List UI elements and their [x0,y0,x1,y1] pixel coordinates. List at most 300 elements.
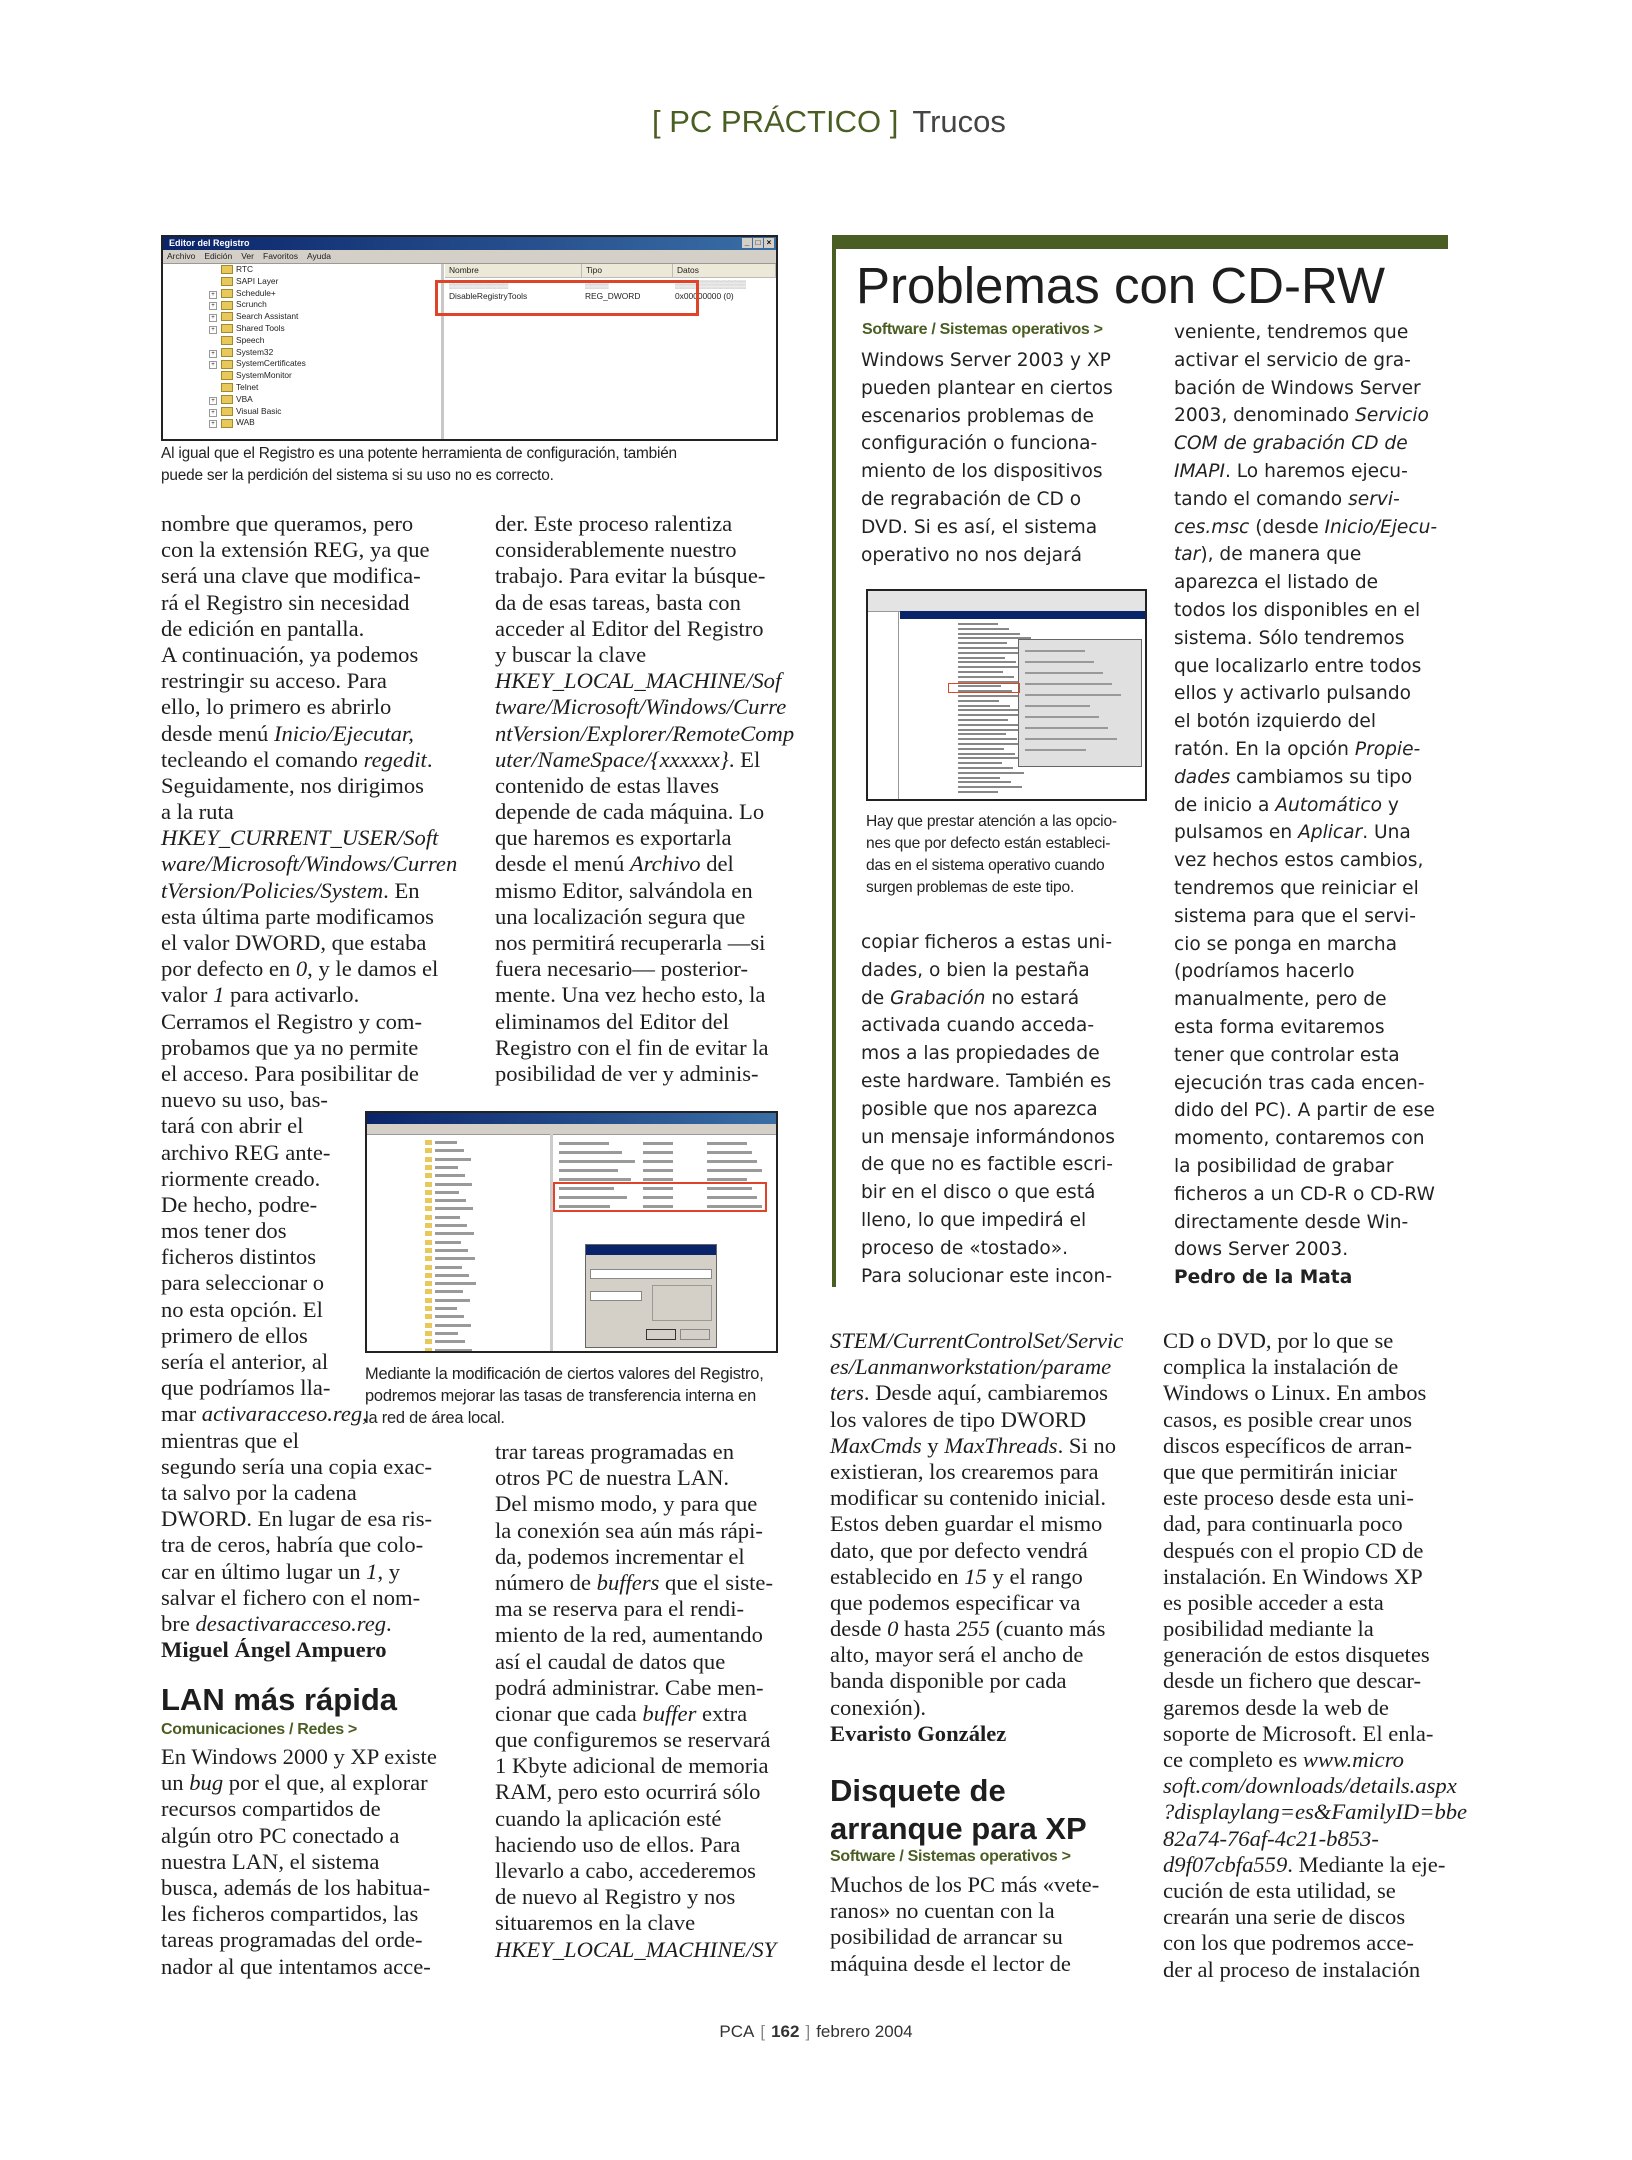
value-type [643,1142,673,1145]
folder-icon [221,419,233,428]
service-row [958,671,1003,673]
text-line: da, podemos incrementar el [495,1543,745,1569]
text-line: restringir su acceso. Para [161,668,387,694]
dialog-titlebar [586,1245,716,1255]
folder-icon [425,1215,432,1220]
text-line: es/Lanmanworkstation/parame [830,1354,1112,1380]
value-data-field [590,1291,642,1301]
folder-icon [221,360,233,369]
dialog-text [1025,727,1108,729]
folder-icon [221,336,233,345]
text-line: HKEY_CURRENT_USER/Soft [161,825,439,851]
text-line: el botón izquierdo del [1174,711,1376,733]
value-row-default: ▒▒▒▒▒▒▒▒▒▒ ▒▒▒▒ ▒▒▒▒▒▒▒▒▒▒▒▒ [449,279,747,289]
services-header [900,611,1145,619]
service-row [958,657,1005,659]
text-line: esta última parte modificamos [161,903,434,929]
tree-item: Speech [163,335,441,347]
folder-icon [425,1206,432,1211]
text-line: contenido de estas llaves [495,772,719,798]
text-line: Cerramos el Registro y com- [161,1008,423,1034]
text-line: ello, lo primero es abrirlo [161,694,392,720]
text-line: miento de la red, aumentando [495,1622,763,1648]
tree-item [435,1174,465,1177]
folder-icon [425,1348,432,1353]
text-line: valor 1 para activarlo. [161,982,360,1008]
text-line: ?displaylang=es&FamilyID=bbe [1163,1799,1468,1825]
text-line: este proceso desde esta uni- [1163,1485,1414,1511]
tree-item [435,1282,476,1285]
folder-icon [221,289,233,298]
pane-divider [898,611,899,799]
folder-icon [425,1306,432,1311]
window-titlebar [367,1113,776,1124]
text-line: momento, contaremos con [1174,1128,1425,1150]
page-number: 162 [771,2022,800,2041]
folder-icon [425,1182,432,1187]
menu-item: Ver [241,251,254,261]
text-line: Al igual que el Registro es una potente herramienta de configuración, también [161,445,677,462]
text-line: ma se reserva para el rendi- [495,1596,745,1622]
text-line: que podemos especificar va [830,1589,1081,1615]
service-row [958,647,1018,649]
text-line: miento de los dispositivos [861,461,1103,483]
close-icon: × [764,238,774,248]
text-line: haciendo uso de ellos. Para [495,1831,741,1857]
text-line: depende de cada máquina. Lo [495,799,765,825]
text-line: máquina desde el lector de [830,1950,1071,1976]
text-line: Registro con el fin de evitar la [495,1034,769,1060]
service-row [958,695,1023,697]
text-line: la conexión sea aún más rápi- [495,1517,763,1543]
text-line: ntVersion/Explorer/RemoteComp [495,720,795,746]
text-line: les ficheros compartidos, las [161,1901,419,1927]
issue-date: febrero 2004 [816,2022,913,2041]
text-line: a la ruta [161,799,234,825]
dialog-text [1025,683,1112,685]
registry-lanman-screenshot [365,1111,778,1353]
text-line: soft.com/downloads/details.aspx [1163,1773,1457,1799]
text-line: existieran, los crearemos para [830,1458,1099,1484]
text-line: operativo no nos dejará [861,544,1083,566]
text-line: posible que nos aparezca [861,1098,1098,1120]
expand-icon: + [209,326,217,334]
text-line: de que no es factible escri- [861,1154,1114,1176]
text-line: tVersion/Policies/System. En [161,877,420,903]
text-line: ta salvo por la cadena [161,1479,357,1505]
value-name: DisableRegistryTools [449,291,528,301]
text-line: desde menú Inicio/Ejecutar, [161,720,414,746]
dialog-text [1025,716,1099,718]
tree-item: Telnet [163,382,441,394]
value-data [707,1160,757,1163]
tree-item [435,1324,471,1327]
text-line: después con el propio CD de [1163,1537,1424,1563]
section-label: [ PC PRÁCTICO ] [652,104,899,139]
window-title: Editor del Registro [169,238,250,248]
article-column [495,511,794,1087]
article-column [830,1328,1123,1721]
folder-icon [221,265,233,274]
text-line: der al proceso de instalación [1163,1956,1421,1982]
text-line: ranos» no cuentan con la [830,1898,1055,1924]
text-line: 82a74-76af-4c21-b853- [1163,1825,1379,1851]
folder-icon [221,312,233,321]
text-line: crearán una serie de discos [1163,1904,1406,1930]
folder-icon [425,1240,432,1245]
folder-icon [425,1323,432,1328]
text-line: dad, para continuarla poco [1163,1511,1403,1537]
menu-item: Favoritos [263,251,298,261]
folder-icon [425,1165,432,1170]
text-line: tar), de manera que [1174,544,1362,566]
expand-icon: + [209,397,217,405]
text-line: Seguidamente, nos dirigimos [161,772,424,798]
text-line: que podríamos lla- [161,1375,331,1401]
value-name-field [590,1269,712,1279]
text-line: la posibilidad de grabar [1174,1155,1394,1177]
folder-icon [221,395,233,404]
folder-icon [425,1231,432,1236]
text-line: garemos desde la web de [1163,1694,1389,1720]
text-line: da de esas tareas, basta con [495,589,741,615]
folder-icon [221,348,233,357]
figure-caption [866,811,1117,899]
value-name [559,1142,609,1145]
menu-item: Edición [204,251,233,261]
text-line: configuración o funciona- [861,433,1098,455]
tree-item: + WAB [163,417,441,429]
text-line: Windows Server 2003 y XP [861,350,1111,371]
tree-item: + Schedule+ [163,288,441,300]
page-header [652,104,1006,140]
text-line: dades, o bien la pestaña [861,959,1090,981]
text-line: casos, es posible crear unos [1163,1406,1413,1432]
article-title: LAN más rápida [161,1682,398,1717]
folder-icon [221,277,233,286]
text-line: complica la instalación de [1163,1354,1399,1380]
text-line: Estos deben guardar el mismo [830,1511,1103,1537]
text-line: 2003, denominado Servicio [1174,405,1429,427]
text-line: un mensaje informándonos [861,1126,1115,1148]
text-line: RAM, pero esto ocurrirá sólo [495,1779,761,1805]
services-screenshot [866,589,1147,801]
toolbar [868,591,1145,612]
text-line: aparezca el listado de [1174,572,1379,594]
folder-icon [425,1289,432,1294]
text-line: banda disponible por cada [830,1668,1067,1694]
text-line: der. Este proceso ralentiza [495,511,733,536]
text-line: Muchos de los PC más «vete- [830,1872,1100,1897]
text-line: algún otro PC conectado a [161,1822,400,1848]
folder-icon [221,371,233,380]
tree-item: + Shared Tools [163,323,441,335]
article-topic: Comunicaciones / Redes > [161,1721,357,1738]
tree-item [435,1183,472,1186]
text-line: nombre que queramos, pero [161,511,414,536]
folder-icon [221,324,233,333]
folder-icon [425,1314,432,1319]
value-data: 0x00000000 (0) [675,291,734,301]
text-line: tener que controlar esta [1174,1044,1400,1066]
text-line: una localización segura que [495,903,746,929]
text-line: los valores de tipo DWORD [830,1406,1087,1432]
service-row [958,628,1009,630]
column-headers [445,264,776,278]
service-row [958,738,1017,740]
text-line: generación de estos disquetes [1163,1642,1430,1668]
text-line: nador al que intentamos acce- [161,1953,431,1979]
base-group [652,1285,712,1321]
text-line: tará con abrir el [161,1113,304,1139]
tree-item: + VBA [163,394,441,406]
value-data [707,1169,762,1172]
service-row [958,623,998,625]
text-line: Mediante la modificación de ciertos valores del Registro, [365,1365,764,1383]
tree-item [435,1249,468,1252]
tree-item [435,1191,459,1194]
text-line: tecleando el comando regedit. [161,746,433,772]
text-line: mientras que el [161,1427,300,1453]
text-line: activar el servicio de gra- [1174,349,1411,371]
text-line: mos tener dos [161,1218,287,1244]
value-name [559,1151,622,1154]
article-title-line: arranque para XP [830,1811,1087,1846]
folder-icon [425,1198,432,1203]
figure-caption [365,1363,764,1429]
tree-item: + Scrunch [163,299,441,311]
bracket: ] [805,2022,811,2041]
tree-item [435,1232,474,1235]
text-line: (podríamos hacerlo [1174,961,1355,983]
dialog-text [1025,661,1094,663]
text-line: fuera necesario— posterior- [495,956,748,982]
text-line: 1 Kbyte adicional de memoria [495,1753,769,1779]
service-row [958,700,999,702]
text-line: nes que por defecto están estableci- [866,835,1111,852]
text-line: ware/Microsoft/Windows/Curren [161,851,458,877]
expand-icon: + [209,361,217,369]
service-row [958,753,1015,755]
text-line: probamos que ya no permite [161,1034,419,1060]
magazine-name: PCA [719,2022,755,2041]
service-row [958,724,1019,726]
text-line: establecido en 15 y el rango [830,1563,1083,1589]
folder-icon [425,1140,432,1145]
text-line: posibilidad de arrancar su [830,1924,1063,1950]
screenshot-body [868,591,1145,799]
text-line: dades cambiamos su tipo [1174,766,1413,788]
article-column [161,511,457,1637]
folder-icon [221,383,233,392]
text-line: tendremos que reiniciar el [1174,877,1419,899]
article-topic: Software / Sistemas operativos > [830,1848,1071,1865]
text-line: número de buffers que el siste- [495,1569,773,1595]
text-line: tareas programadas del orde- [161,1927,423,1953]
service-row [958,772,1024,774]
text-line: nuevo su uso, bas- [161,1087,328,1113]
text-line: de edición en pantalla. [161,615,365,641]
tree-item [435,1315,464,1318]
text-line: este hardware. También es [861,1070,1112,1092]
text-line: IMAPI. Lo haremos ejecu- [1174,460,1408,482]
text-line: puede ser la perdición del sistema si su uso no es correcto. [161,467,554,484]
text-line: instalación. En Windows XP [1163,1563,1423,1589]
text-line: manualmente, pero de [1174,989,1387,1011]
service-row [958,709,1021,711]
text-line: car en último lugar un 1, y [161,1558,401,1584]
tree-item [435,1290,463,1293]
tree-item [435,1199,466,1202]
service-row [958,642,1007,644]
text-line: llevarlo a cabo, accederemos [495,1858,756,1883]
text-line: cionar que cada buffer extra [495,1700,748,1726]
tree-item [435,1158,471,1161]
text-line: situaremos en la clave [495,1910,696,1936]
text-line: que localizarlo entre todos [1174,655,1422,677]
folder-icon [425,1173,432,1178]
text-line: dows Server 2003. [1174,1239,1349,1261]
tree-item [435,1241,461,1244]
column-header-name: Nombre [445,264,582,277]
text-line: por defecto en 0, y le damos el [161,956,439,982]
text-line: de Grabación no estará [861,987,1080,1009]
text-line: así el caudal de datos que [495,1648,726,1674]
tree-item: + Search Assistant [163,311,441,323]
folder-icon [425,1281,432,1286]
folder-icon [425,1265,432,1270]
tree-item [435,1349,472,1352]
text-line: de regrabación de CD o [861,488,1082,510]
registry-tree [163,264,444,439]
text-line: trabajo. Para evitar la búsque- [495,563,766,589]
folder-icon [425,1256,432,1261]
menu-item: Ayuda [306,251,331,261]
pane-divider [550,1134,553,1351]
column-header-data: Datos [673,264,776,277]
text-line: A continuación, ya podemos [161,641,419,667]
text-line: desde un fichero que descar- [1163,1668,1421,1694]
registry-values-pane [445,264,776,439]
tree-item [435,1224,467,1227]
article-topic: Software / Sistemas operativos > [862,321,1103,338]
author-byline: Miguel Ángel Ampuero [161,1637,387,1662]
dialog-text [1025,705,1090,707]
menu-bar [163,250,776,264]
tree-item: SystemMonitor [163,370,441,382]
text-line: DWORD. En lugar de esa ris- [161,1506,433,1532]
text-line: cuando la aplicación esté [495,1805,722,1831]
text-line: soporte de Microsoft. El enla- [1163,1720,1434,1746]
text-line: recursos compartidos de [161,1796,381,1822]
text-line: nos permitirá recuperarla —si [495,930,766,955]
maximize-icon: □ [753,238,763,248]
expand-icon: + [209,409,217,417]
service-row [958,777,1000,779]
text-line: Windows o Linux. En ambos [1163,1380,1427,1406]
text-line: d9f07cbfa559. Mediante la eje- [1163,1851,1446,1877]
text-line: podremos mejorar las tasas de transferencia interna en [365,1387,756,1405]
text-line: copiar ficheros a estas uni- [861,932,1113,953]
service-row [958,791,998,793]
author-byline: Pedro de la Mata [1174,1267,1353,1288]
service-row [958,762,1002,764]
text-line: mos a las propiedades de [861,1043,1100,1065]
window-titlebar [163,237,776,250]
text-line: bir en el disco o que está [861,1182,1096,1204]
text-line: no esta opción. El [161,1296,323,1322]
text-line: y buscar la clave [495,641,647,667]
text-line: surgen problemas de este tipo. [866,879,1075,896]
text-line: COM de grabación CD de [1174,433,1408,455]
text-line: segundo sería una copia exac- [161,1453,433,1479]
service-row [958,676,1014,678]
text-line: bre desactivaracceso.reg. [161,1610,392,1636]
text-line: nuestra LAN, el sistema [161,1848,380,1874]
text-line: rá el Registro sin necesidad [161,589,410,615]
text-line: desde 0 hasta 255 (cuanto más [830,1616,1106,1642]
screenshot-body [367,1134,776,1351]
text-line: desde el menú Archivo del [495,851,734,877]
service-properties-dialog [1018,639,1142,767]
text-line: proceso de «tostado». [861,1237,1069,1259]
text-line: eliminamos del Editor del [495,1008,730,1034]
text-line: De hecho, podre- [161,1191,318,1217]
folder-icon [425,1190,432,1195]
value-type [643,1160,673,1163]
text-line: HKEY_LOCAL_MACHINE/SY [495,1936,777,1962]
ok-button [646,1329,676,1340]
menu-item: Archivo [167,251,196,261]
dialog-text [1025,738,1117,740]
expand-icon: + [209,314,217,322]
service-row [958,661,1016,663]
value-data [707,1151,752,1154]
tree-item [435,1274,469,1277]
text-line: lleno, lo que impedirá el [861,1209,1087,1231]
text-line: la red de área local. [365,1409,505,1427]
text-line: HKEY_LOCAL_MACHINE/Sof [495,668,782,694]
text-line: busca, además de los habitua- [161,1874,431,1900]
article-title [830,1772,1087,1848]
service-row [958,719,1008,721]
text-line: tra de ceros, habría que colo- [161,1532,424,1558]
expand-icon: + [209,291,217,299]
value-type: REG_DWORD [585,291,641,301]
tree-item [435,1266,462,1269]
value-type [643,1178,673,1181]
service-row [958,786,1022,788]
article-column [861,347,1113,569]
text-line: escenarios problemas de [861,405,1094,427]
folder-icon [425,1148,432,1153]
text-line: ratón. En la opción Propie- [1174,738,1421,760]
subsection-label: Trucos [912,104,1006,139]
tree-item: + Visual Basic [163,406,441,418]
article-column [830,1872,1099,1977]
text-line: discos específicos de arran- [1163,1432,1413,1458]
expand-icon: + [209,350,217,358]
edit-dword-dialog [585,1244,717,1348]
text-line: será una clave que modifica- [161,563,421,589]
text-line: podrá administrar. Cabe men- [495,1674,764,1700]
text-line: vez hechos estos cambios, [1174,850,1424,872]
text-line: dido del PC). A partir de ese [1174,1100,1435,1122]
text-line: cio se ponga en marcha [1174,933,1398,955]
text-line: Del mismo modo, y para que [495,1491,758,1517]
text-line: otros PC de nuestra LAN. [495,1465,730,1491]
text-line: ces.msc (desde Inicio/Ejecu- [1174,516,1438,538]
